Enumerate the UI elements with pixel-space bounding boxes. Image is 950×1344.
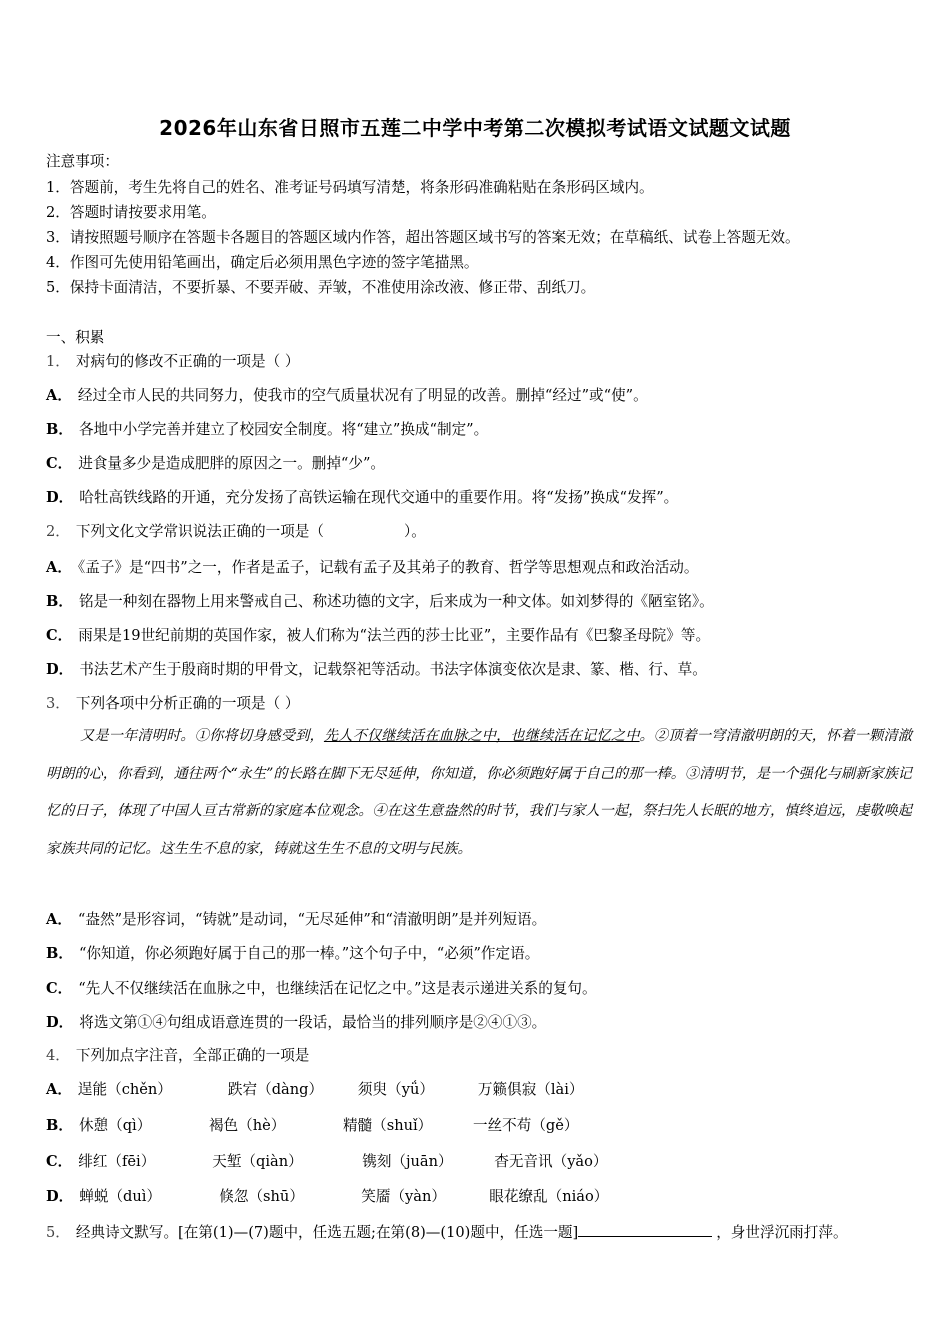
question-number: 2． bbox=[46, 523, 70, 540]
option-a[interactable]: A． 逞能（chěn） 跌宕（dàng） 须臾（yǘ） 万籁俱寂（lài） bbox=[46, 1081, 584, 1098]
option-b[interactable]: B． 休憩（qì） 褐色（hè） 精髓（shuǐ） 一丝不苟（gě） bbox=[46, 1117, 579, 1134]
underlined-sentence: 先人不仅继续活在血脉之中，也继续活在记忆之中 bbox=[323, 728, 640, 744]
option-a[interactable]: A． 经过全市人民的共同努力，使我市的空气质量状况有了明显的改善。删掉“经过”或“使”。 bbox=[46, 387, 648, 404]
question-number: 4． bbox=[46, 1047, 70, 1064]
option-d[interactable]: D． 将选文第①④句组成语意连贯的一段话，最恰当的排列顺序是②④①③。 bbox=[46, 1014, 547, 1031]
question-stem: 对病句的修改不正确的一项是（ ） bbox=[75, 353, 300, 370]
question-5: 5． 经典诗文默写。[在第(1)—(7)题中，任选五题;在第(8)—(10)题中，任选一题] ，身世浮沉雨打萍。 bbox=[46, 1224, 848, 1241]
option-d[interactable]: D． 哈牡高铁线路的开通，充分发扬了高铁运输在现代交通中的重要作用。将“发扬”换成“发挥”。 bbox=[46, 489, 679, 506]
option-c[interactable]: C． 进食量多少是造成肥胖的原因之一。删掉“少”。 bbox=[46, 455, 386, 472]
option-a[interactable]: A． 《孟子》是“四书”之一，作者是孟子，记载有孟子及其弟子的教育、哲学等思想观点和政治活动。 bbox=[46, 559, 699, 576]
fill-in-blank[interactable] bbox=[578, 1222, 712, 1237]
notice-heading: 注意事项： bbox=[46, 153, 119, 170]
notice-item: 4．作图可先使用铅笔画出，确定后必须用黑色字迹的签字笔描黑。 bbox=[46, 254, 479, 271]
option-c[interactable]: C． 雨果是19世纪前期的英国作家，被人们称为“法兰西的莎士比亚”，主要作品有《巴黎圣母院》等。 bbox=[46, 627, 711, 644]
option-c[interactable]: C． “先人不仅继续活在血脉之中，也继续活在记忆之中。”这是表示递进关系的复句。 bbox=[46, 980, 597, 997]
reading-passage: 又是一年清明时。①你将切身感受到，先人不仅继续活在血脉之中，也继续活在记忆之中。②顶着一穹清澈明朗的天，怀着一颗清澈明朗的心，你看到，通往两个“永生”的长路在脚下无尽延伸，你知道，你必须跑好属于自己的那一棒。③清明节，是一个强化与刷新家族记忆的日子，体现了中国人亘古常新的家庭本位观念。④在这生意盎然的时节，我们与家人一起，祭扫先人长眠的地方，慎终追远，虔敬唤起家族共同的记忆。这生生不息的家，铸就这生生不息的文明与民族。 bbox=[46, 728, 912, 857]
notice-item: 5．保持卡面清洁，不要折暴、不要弄破、弄皱，不准使用涂改液、修正带、刮纸刀。 bbox=[46, 279, 596, 296]
option-b[interactable]: B． “你知道，你必须跑好属于自己的那一棒。”这个句子中，“必须”作定语。 bbox=[46, 945, 540, 962]
question-number: 1． bbox=[46, 353, 70, 370]
option-d[interactable]: D． 蝉蜕（duì） 倏忽（shū） 笑靥（yàn） 眼花缭乱（niáo） bbox=[46, 1188, 609, 1205]
question-3 bbox=[46, 694, 299, 714]
question-number: 5． bbox=[46, 1224, 70, 1241]
option-b[interactable]: B． 各地中小学完善并建立了校园安全制度。将“建立”换成“制定”。 bbox=[46, 421, 489, 438]
option-d[interactable]: D． 书法艺术产生于殷商时期的甲骨文，记载祭祀等活动。书法字体演变依次是隶、篆、楷、行、草。 bbox=[46, 661, 707, 678]
page-title: 2026年山东省日照市五莲二中学中考第二次模拟考试语文试题文试题 bbox=[159, 116, 791, 140]
notice-item: 2．答题时请按要求用笔。 bbox=[46, 204, 216, 221]
section-heading: 一、积累 bbox=[46, 329, 105, 346]
question-stem: 下列各项中分析正确的一项是（ ） bbox=[75, 695, 300, 712]
option-c[interactable]: C． 绯红（fēi） 天堑（qiàn） 镌刻（juān） 杳无音讯（yǎo） bbox=[46, 1153, 608, 1170]
option-a[interactable]: A． “盎然”是形容词，“铸就”是动词，“无尽延伸”和“清澈明朗”是并列短语。 bbox=[46, 911, 547, 928]
question-stem: 下列加点字注音，全部正确的一项是 bbox=[75, 1047, 310, 1064]
question-4 bbox=[46, 1046, 309, 1066]
option-b[interactable]: B． 铭是一种刻在器物上用来警戒自己、称述功德的文字，后来成为一种文体。如刘梦得的《陋室铭》。 bbox=[46, 593, 714, 610]
notice-item: 3．请按照题号顺序在答题卡各题目的答题区域内作答，超出答题区域书写的答案无效；在草稿纸、试卷上答题无效。 bbox=[46, 229, 800, 246]
question-1 bbox=[46, 352, 299, 372]
question-2: 2． 下列文化文学常识说法正确的一项是（ ）。 bbox=[46, 523, 426, 540]
question-stem: 经典诗文默写。[在第(1)—(7)题中，任选五题;在第(8)—(10)题中，任选一题] bbox=[75, 1224, 579, 1241]
question-stem: 下列文化文学常识说法正确的一项是（ bbox=[75, 523, 324, 540]
question-number: 3． bbox=[46, 695, 70, 712]
notice-item: 1．答题前，考生先将自己的姓名、准考证号码填写清楚，将条形码准确粘贴在条形码区域内。 bbox=[46, 179, 654, 196]
